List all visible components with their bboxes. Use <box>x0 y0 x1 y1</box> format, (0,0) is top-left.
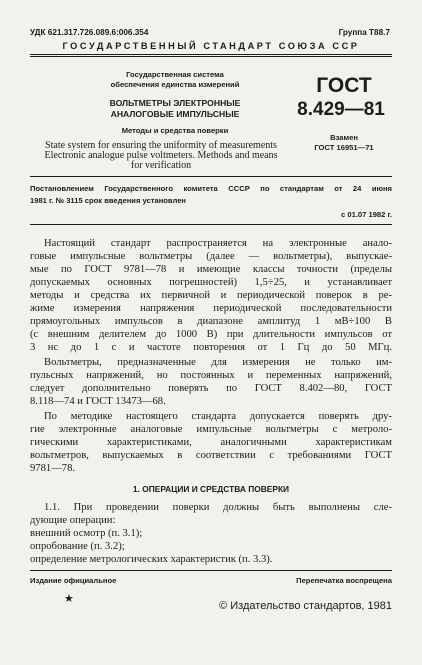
decree-line-1: Постановлением Государственного комитета СССР по стандартам от 24 июня <box>30 184 392 193</box>
document-subtitle: Методы и средства поверки <box>121 126 229 135</box>
gost-label: ГОСТ <box>316 74 372 97</box>
p3-line: гическими характеристиками, аналогичными характеристикам <box>30 437 392 448</box>
product-name-line-1: ВОЛЬТМЕТРЫ ЭЛЕКТРОННЫЕ <box>109 98 241 108</box>
p1-line: говые импульсные вольтметры (далее — вольтметры), выпускае- <box>30 251 392 262</box>
operation-item: определение метрологических характеристик (п. 3.3). <box>30 554 273 565</box>
english-title-line-2: Electronic analogue pulse voltmeters. Methods and means <box>44 150 278 161</box>
p4-line: 1.1. При проведении поверки должны быть выполнены сле- <box>44 502 392 513</box>
p3-line: вольтметров, выпускаемых в соответствии с требованиями ГОСТ <box>30 450 392 461</box>
p3-line: гие электронные аналоговые импульсные вольтметры с метроло- <box>30 424 392 435</box>
p1-line: Настоящий стандарт распространяется на электронные анало- <box>44 238 392 249</box>
system-line-1: Государственная система <box>126 70 224 79</box>
p1-line: допускаемых основных погрешностей) 1,5÷25, и устанавливает <box>30 277 392 288</box>
p2-line: 8.118—74 и ГОСТ 13473—68. <box>30 396 166 407</box>
operation-item: опробование (п. 3.2); <box>30 541 125 552</box>
star-mark: ★ <box>64 593 74 605</box>
system-line-2: обеспечения единства измерений <box>110 80 240 89</box>
replaces-value: ГОСТ 16951—71 <box>314 143 374 152</box>
p1-line: мые по ГОСТ 9781—78 и имеющие классы точности (пределы <box>30 264 392 275</box>
operation-item: внешний осмотр (п. 3.1); <box>30 528 143 539</box>
section-heading: 1. ОПЕРАЦИИ И СРЕДСТВА ПОВЕРКИ <box>132 484 290 494</box>
official-edition: Издание официальное <box>30 576 117 585</box>
copyright-line: © Издательство стандартов, 1981 <box>219 600 392 612</box>
p2-line: следует дополнительно поверять по ГОСТ 8.402—80, ГОСТ <box>30 383 392 394</box>
effective-date: с 01.07 1982 г. <box>341 210 392 219</box>
header-rule-bottom <box>30 56 392 57</box>
replaces-label: Взамен <box>330 133 358 142</box>
english-title-line-1: State system for ensuring the uniformity of measurements <box>45 140 277 151</box>
p2-line: Вольтметры, предназначенные для измерения не только им- <box>44 357 392 368</box>
p2-line: пульсных напряжений, но постоянных и переменных напряжений, <box>30 370 392 381</box>
title-block-rule <box>30 176 392 177</box>
p1-line: методы и средства их первичной и периодической поверок в ре- <box>30 290 392 301</box>
p1-line: 3 нс до 1 с и частоте повторения от 1 Гц до 50 МГц. <box>30 342 392 353</box>
decree-line-2: 1981 г. № 3115 срок введения установлен <box>30 196 187 205</box>
header-rule-top <box>30 54 392 55</box>
reprint-notice: Перепечатка воспрещена <box>296 576 392 585</box>
p3-line: По методике настоящего стандарта допускается поверять дру- <box>44 411 392 422</box>
p4-line: дующие операции: <box>30 515 116 526</box>
footer-rule <box>30 570 392 571</box>
standard-title: ГОСУДАРСТВЕННЫЙ СТАНДАРТ СОЮЗА ССР <box>62 41 360 51</box>
p1-line: жиме измерения напряжения периодической последовательности <box>30 303 392 314</box>
decree-rule <box>30 224 392 225</box>
gost-number: 8.429—81 <box>297 99 385 120</box>
product-name-line-2: АНАЛОГОВЫЕ ИМПУЛЬСНЫЕ <box>110 109 240 119</box>
group-code: Группа Т88.7 <box>338 28 390 37</box>
english-title-line-3: for verification <box>130 160 192 171</box>
udk-code: УДК 621.317.726.089.6:006.354 <box>30 28 149 37</box>
p3-line: 9781—78. <box>30 463 76 474</box>
p1-line: прямоугольных импульсов в диапазоне амплитуд 1 мВ÷100 В <box>30 316 392 327</box>
p1-line: (с внешним делителем до 1000 В) при длительности импульсов от <box>30 329 392 340</box>
